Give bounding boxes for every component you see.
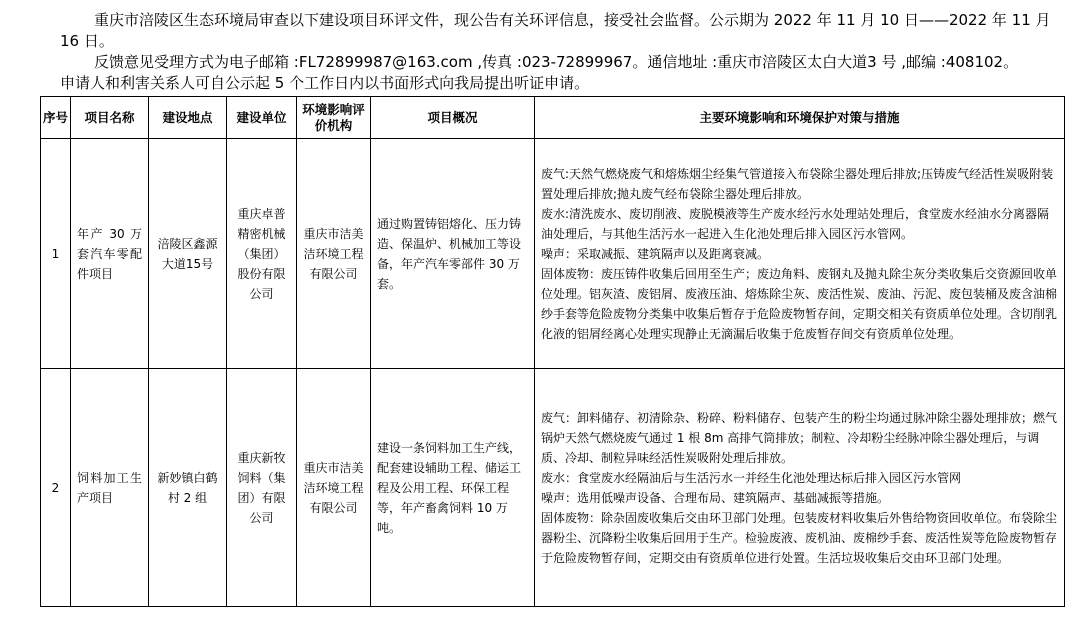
impact-exhaust: 废气：卸料储存、初清除杂、粉碎、粉料储存、包装产生的粉尘均通过脉冲除尘器处理排放；燃气锅炉天然气燃烧废气通过 1 根 8m 高排气筒排放；制粒、冷却粉尘经脉冲除尘器处理后，与调质、冷却、制粒异味经活性炭吸附处理后排放。 <box>541 410 1058 465</box>
impact-solid-waste: 固体废物：除杂固废收集后交由环卫部门处理。包装废材料收集后外售给物资回收单位。布袋除尘器粉尘、沉降粉尘收集后回用于生产。检验废液、废机油、废棉纱手套、废活性炭等危险废物暂存于危险废物暂存间，定期交由有资质单位进行处置。生活垃圾收集后交由环卫部门处理。 <box>541 510 1058 565</box>
header-agency: 环境影响评价机构 <box>297 97 371 139</box>
project-overview: 通过购置铸铝熔化、压力铸造、保温炉、机械加工等设备，年产汽车零部件 30 万套。 <box>371 139 535 369</box>
impact-wastewater: 废水：食堂废水经隔油后与生活污水一并经生化池处理达标后排入园区污水管网 <box>541 470 962 485</box>
assessment-agency: 重庆市洁美洁环境工程有限公司 <box>297 369 371 607</box>
impact-measures <box>535 139 1065 369</box>
impact-noise: 噪声：选用低噪声设备、合理布局、建筑隔声、基础减振等措施。 <box>541 490 890 505</box>
header-overview: 项目概况 <box>371 97 535 139</box>
header-name: 项目名称 <box>71 97 149 139</box>
construction-unit: 重庆卓普精密机械（集团）股份有限公司 <box>227 139 297 369</box>
notice-line-3: 申请人和利害关系人可自公示起 5 个工作日内以书面形式向我局提出听证申请。 <box>60 74 590 92</box>
assessment-agency: 重庆市洁美洁环境工程有限公司 <box>297 139 371 369</box>
impact-noise: 噪声：采取减振、建筑隔声以及距离衰减。 <box>541 246 770 261</box>
header-unit: 建设单位 <box>227 97 297 139</box>
project-location: 涪陵区鑫源大道15号 <box>149 139 227 369</box>
construction-unit: 重庆新牧饲料（集团）有限公司 <box>227 369 297 607</box>
project-name: 饲料加工生产项目 <box>71 369 149 607</box>
header-no: 序号 <box>41 97 71 139</box>
project-table <box>40 96 1065 607</box>
project-location: 新妙镇白鹤村 2 组 <box>149 369 227 607</box>
project-name: 年产 30 万套汽车零配件项目 <box>71 139 149 369</box>
row-no: 2 <box>41 369 71 607</box>
table-row <box>41 139 1065 369</box>
notice-line-1: 重庆市涪陵区生态环境局审查以下建设项目环评文件，现公告有关环评信息，接受社会监督。公示期为 2022 年 11 月 10 日——2022 年 11 月 16 日。 <box>60 11 1051 50</box>
notice-line-2: 反馈意见受理方式为电子邮箱 :FL72899987@163.com ,传真 :023-72899967。通信地址 :重庆市涪陵区太白大道3 号 ,邮编 :408102。 <box>94 53 1019 71</box>
impact-measures <box>535 369 1065 607</box>
row-no: 1 <box>41 139 71 369</box>
impact-exhaust: 废气:天然气燃烧废气和熔炼烟尘经集气管道接入布袋除尘器处理后排放;压铸废气经活性炭吸附装置处理后排放;抛丸废气经布袋除尘器处理后排放。 <box>541 166 1054 201</box>
project-overview: 建设一条饲料加工生产线，配套建设辅助工程、储运工程及公用工程、环保工程等，年产畜禽饲料 10 万吨。 <box>371 369 535 607</box>
header-location: 建设地点 <box>149 97 227 139</box>
table-header-row <box>41 97 1065 139</box>
notice-text <box>60 10 1070 94</box>
impact-wastewater: 废水:清洗废水、废切削液、废脱模液等生产废水经污水处理站处理后，食堂废水经油水分离器隔油处理后，与其他生活污水一起进入生化池处理后排入园区污水管网。 <box>541 206 1050 241</box>
impact-solid-waste: 固体废物：废压铸件收集后回用至生产；废边角料、废钢丸及抛丸除尘灰分类收集后交资源回收单位处理。铝灰渣、废铝屑、废液压油、熔炼除尘灰、废活性炭、废油、污泥、废包装桶及废含油棉纱手套等危险废物分类集中收集后暂存于危险废物暂存间，定期交相关有资质单位处理。含切削乳化液的铝屑经离心处理实现静止无滴漏后收集于危废暂存间交有资质单位处理。 <box>541 266 1058 341</box>
table-row <box>41 369 1065 607</box>
header-impact: 主要环境影响和环境保护对策与措施 <box>535 97 1065 139</box>
